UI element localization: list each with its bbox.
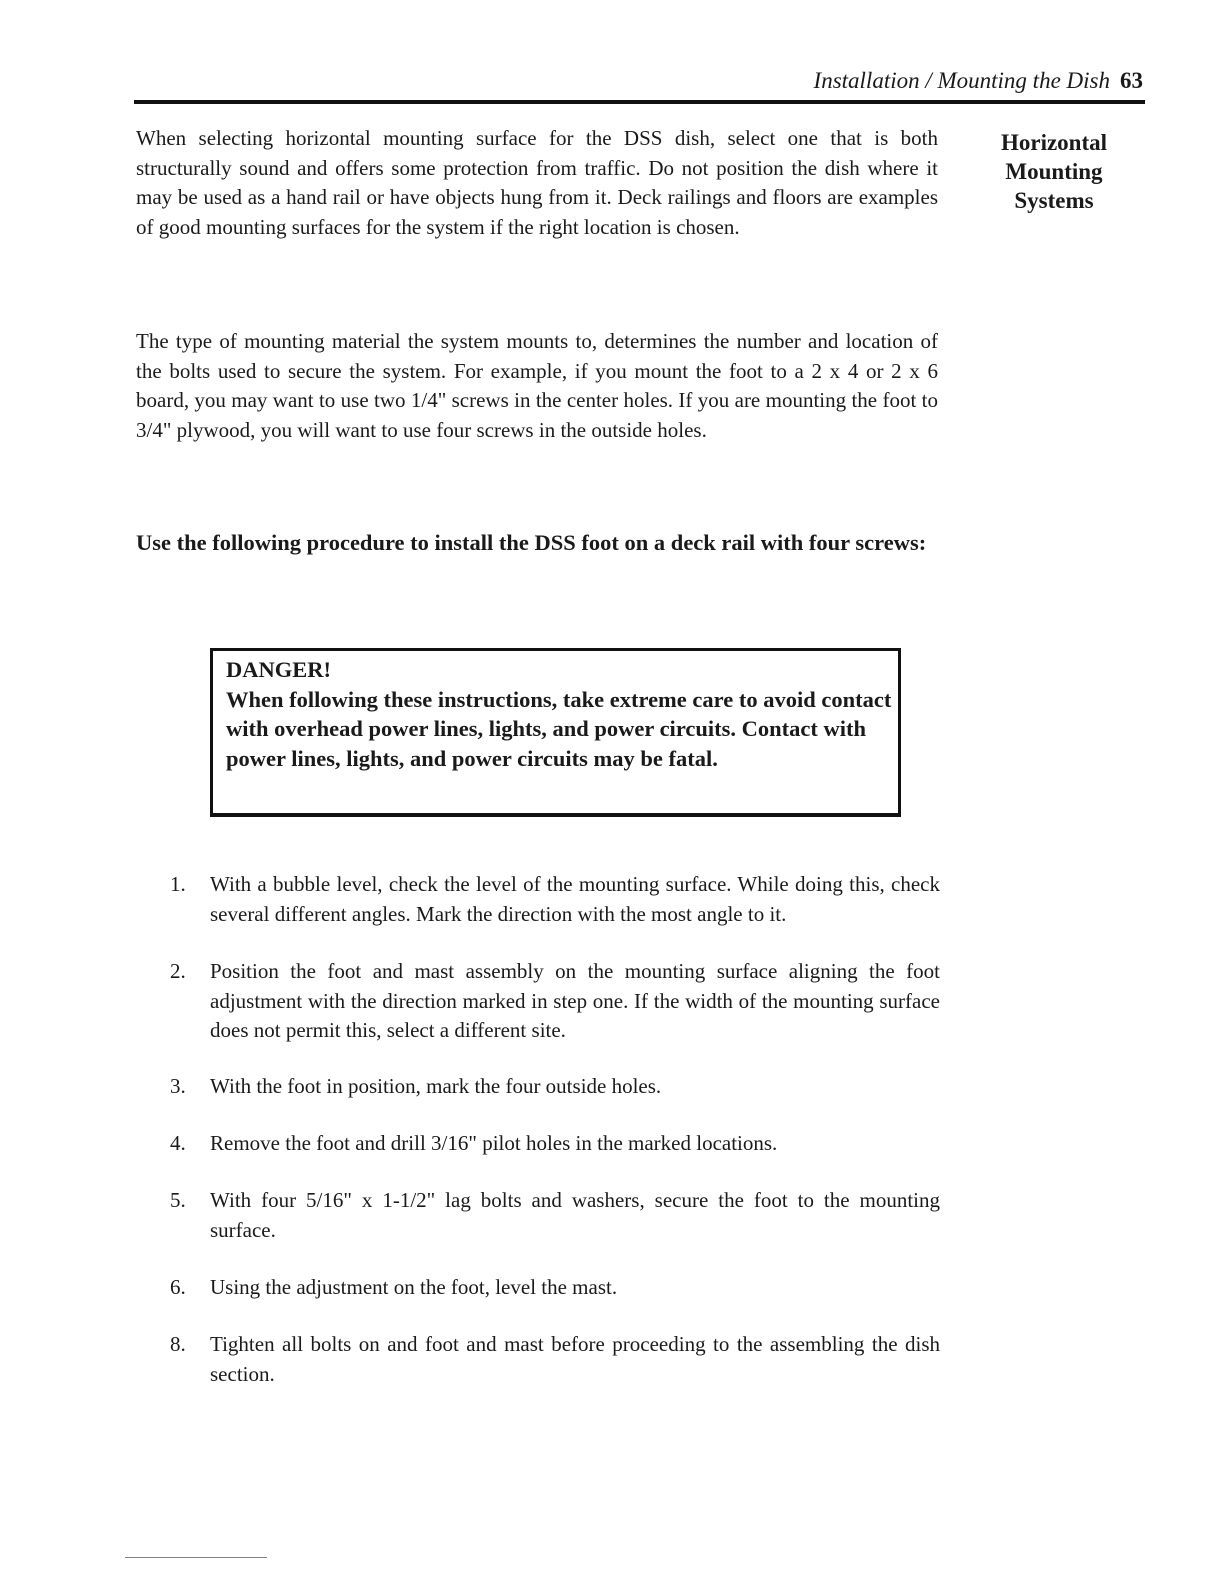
danger-warning-box <box>210 648 901 817</box>
step-number: 6. <box>170 1275 186 1299</box>
running-header <box>700 66 1143 96</box>
side-heading <box>980 128 1128 215</box>
section-title: Installation / Mounting the Dish <box>813 68 1110 93</box>
side-heading-line: Horizontal <box>1000 130 1108 155</box>
step-text: With the foot in position, mark the four outside holes. <box>210 1074 662 1098</box>
side-heading-line: Systems <box>1014 188 1094 213</box>
step-text: With a bubble level, check the level of the mounting surface. While doing this, check several different angles. Mark the direction with the most angle to it. <box>210 872 940 926</box>
step-number: 2. <box>170 959 186 983</box>
step-text: Position the foot and mast assembly on the mounting surface aligning the foot adjustment with the direction marked in step one. If the width of the mounting surface does not permit this, select a different site. <box>210 959 940 1042</box>
step-number: 8. <box>170 1332 186 1356</box>
procedure-intro: Use the following procedure to install the DSS foot on a deck rail with four screws: <box>136 530 927 555</box>
step-text: With four 5/16" x 1-1/2" lag bolts and washers, secure the foot to the mounting surface. <box>210 1188 940 1242</box>
step-number: 1. <box>170 872 186 896</box>
header-rule <box>134 100 1145 104</box>
step-number: 5. <box>170 1188 186 1212</box>
danger-text: When following these instructions, take extreme care to avoid contact with overhead power lines, lights, and power circuits. Contact with power lines, lights, and power circuits may be fatal. <box>226 686 892 771</box>
danger-title: DANGER! <box>226 657 331 682</box>
step-number: 3. <box>170 1074 186 1098</box>
step-text: Tighten all bolts on and foot and mast before proceeding to the assembling the dish section. <box>210 1332 940 1386</box>
side-heading-line: Mounting <box>1005 159 1103 184</box>
step-text: Using the adjustment on the foot, level the mast. <box>210 1275 618 1299</box>
intro-paragraph: When selecting horizontal mounting surface for the DSS dish, select one that is both structurally sound and offers some protection from traffic. Do not position the dish where it may be used as a hand rail or have objects hung from it. Deck railings and floors are examples of good mounting surfaces for the system if the right location is chosen. <box>136 126 938 239</box>
page-number: 63 <box>1120 68 1143 93</box>
footer-rule <box>125 1557 267 1558</box>
step-number: 4. <box>170 1131 186 1155</box>
mounting-material-paragraph: The type of mounting material the system mounts to, determines the number and location of the bolts used to secure the system. For example, if you mount the foot to a 2 x 4 or 2 x 6 board, you may want to use two 1/4" screws in the center holes. If you are mounting the foot to 3/4" plywood, you will want to use four screws in the outside holes. <box>136 329 938 442</box>
step-text: Remove the foot and drill 3/16" pilot holes in the marked locations. <box>210 1131 778 1155</box>
